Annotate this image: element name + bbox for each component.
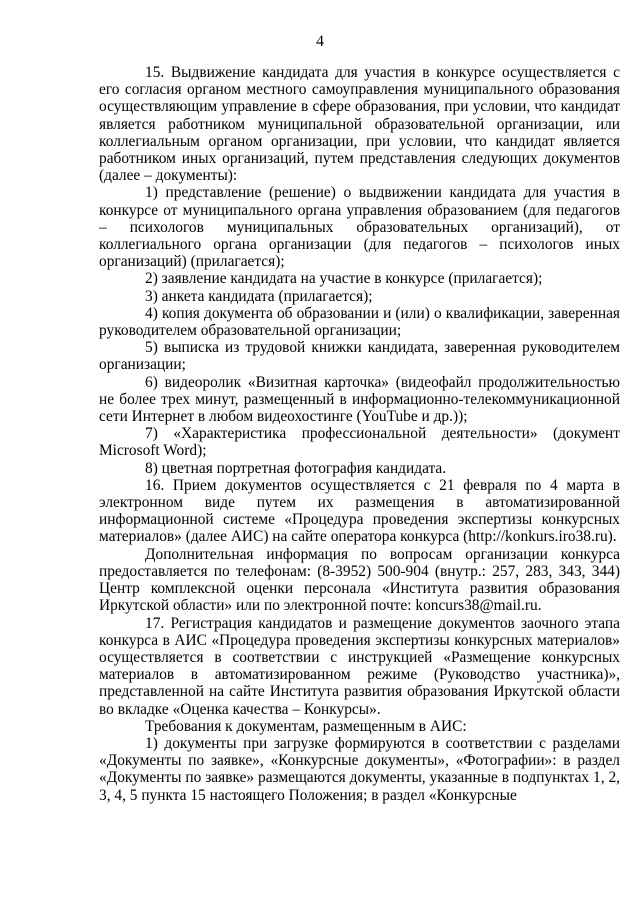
- requirement-item-1: 1) документы при загрузке формируются в соответствии с разделами «Документы по заявке», «Конкурсные документы», «Фотографии»: в раздел «Документы по заявке» размещаются документы, указанные в подпунктах 1, 2, 3, 4, 5 пункта 15 настоящего Положения; в раздел «Конкурсные: [99, 734, 620, 804]
- list-item-5-employment-record: 5) выписка из трудовой книжки кандидата, заверенная руководителем организации;: [99, 339, 620, 374]
- document-body: [99, 64, 620, 804]
- paragraph-16-document-intake: 16. Прием документов осуществляется с 21 февраля по 4 марта в электронном виде путем их размещения в автоматизированной информационной системе «Процедура проведения экспертизы конкурсных материалов» (далее АИС) на сайте оператора конкурса (http://konkurs.iro38.ru).: [99, 476, 620, 546]
- paragraph-17-registration: 17. Регистрация кандидатов и размещение документов заочного этапа конкурса в АИС «Процедура проведения экспертизы конкурсных материалов» осуществляется в соответствии с инструкцией «Размещение конкурсных материалов в автоматизированном режиме (Руководство участника)», представленной на сайте Института развития образования Иркутской области во вкладке «Оценка качества – Конкурсы».: [99, 614, 620, 718]
- list-item-6-video: 6) видеоролик «Визитная карточка» (видеофайл продолжительностью не более трех минут, размещенный в информационно-телекоммуникационной сети Интернет в любом видеохостинге (YouTube и др.));: [99, 373, 620, 426]
- list-item-7-characteristic: 7) «Характеристика профессиональной деятельности» (документ Microsoft Word);: [99, 425, 620, 460]
- paragraph-requirements-heading: Требования к документам, размещенным в АИС:: [145, 717, 467, 735]
- list-item-3-questionnaire: 3) анкета кандидата (прилагается);: [145, 287, 373, 305]
- list-item-8-photo: 8) цветная портретная фотография кандидата.: [145, 459, 447, 477]
- page-number: 4: [316, 33, 324, 50]
- list-item-2-application: 2) заявление кандидата на участие в конкурсе (прилагается);: [145, 270, 543, 288]
- paragraph-15-nomination: 15. Выдвижение кандидата для участия в конкурсе осуществляется с его согласия органом местного самоуправления муниципального образования осуществляющим управление в сфере образования, при условии, что кандидат является работником муниципальной образовательной организации, или коллегиальным органом организации, при условии, что кандидат является работником иных организаций, путем представления следующих документов (далее – документы):: [99, 64, 620, 185]
- list-item-1-submission: 1) представление (решение) о выдвижении кандидата для участия в конкурсе от муниципального органа управления образованием (для педагогов – психологов муниципальных образовательных организаций), от коллегиального органа организации (для педагогов – психологов иных организаций) (прилагается);: [99, 184, 620, 271]
- paragraph-additional-info: Дополнительная информация по вопросам организации конкурса предоставляется по телефонам: (8-3952) 500-904 (внутр.: 257, 283, 343, 344) Центр комплексной оценки персонала «Института развития образования Иркутской области» или по электронной почте: koncurs38@mail.ru.: [99, 545, 620, 615]
- list-item-4-education-document: 4) копия документа об образовании и (или) о квалификации, заверенная руководителем образовательной организации;: [99, 304, 620, 340]
